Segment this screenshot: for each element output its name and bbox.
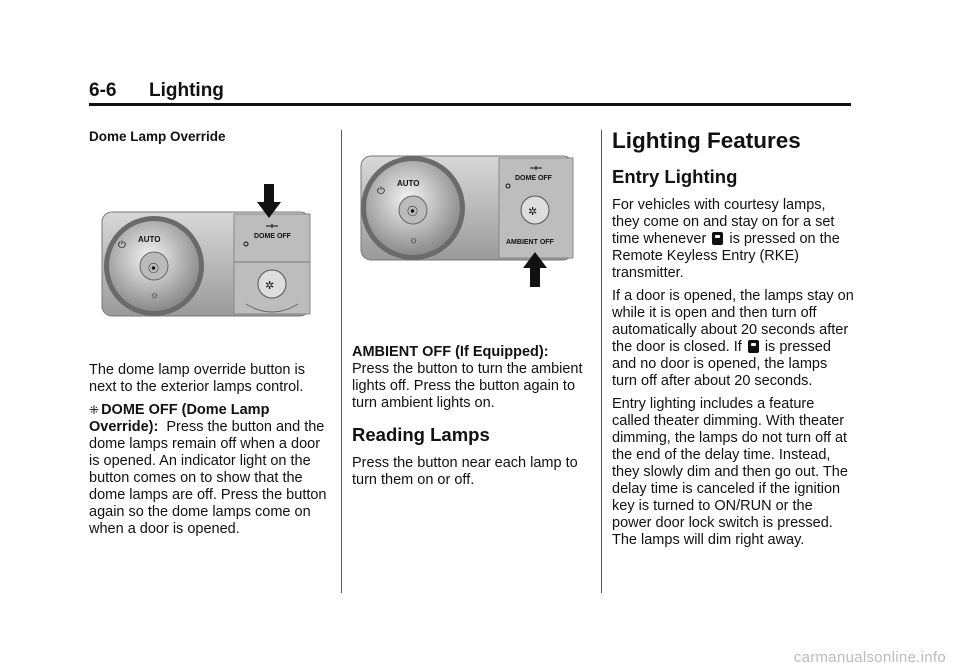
dome-off-label-2: DOME OFF: [515, 175, 552, 182]
dome-off-label: DOME OFF: [254, 233, 291, 240]
section-number: 6-6: [89, 80, 117, 101]
lighting-features-heading: Lighting Features: [612, 128, 801, 153]
dome-override-figure: [96, 180, 316, 330]
dome-override-intro: The dome lamp override button is next to the exterior lamps control.: [89, 362, 305, 395]
ambient-off-figure: [355, 148, 580, 288]
entry-lighting-p3: Entry lighting includes a feature called theater dimming. With theater dimming, the lamps do not turn off at the end of the delay time. Instead, they slowly dim and then go out. The delay time is canceled if the ignition key is turned to ON/RUN or the power door lock switch is pressed. The lamps will dim right away.: [612, 396, 848, 548]
dome-override-heading: Dome Lamp Override: [89, 129, 226, 144]
svg-text:⏻: ⏻: [377, 186, 385, 197]
svg-text:⦿: ⦿: [407, 206, 418, 218]
entry-lighting-p2: If a door is opened, the lamps stay on while it is open and then turn off automatically about 20 seconds after the door is closed. If is pressed and no door is opened, the lamps turn off after about 20 seconds.: [612, 288, 854, 389]
svg-text:✲: ✲: [528, 206, 538, 218]
key-fob-unlock-icon: [748, 340, 759, 353]
page-header: [89, 80, 851, 106]
column-2-body: [352, 344, 597, 495]
reading-lamps-heading: Reading Lamps: [352, 424, 490, 445]
column-3: [612, 128, 854, 555]
column-1: [89, 128, 334, 145]
watermark: carmanualsonline.info: [793, 649, 946, 666]
svg-text:☼: ☼: [409, 235, 419, 246]
reading-lamps-body: Press the button near each lamp to turn them on or off.: [352, 455, 578, 488]
auto-label: AUTO: [138, 235, 161, 244]
ambient-off-label: AMBIENT OFF: [506, 239, 554, 246]
ambient-off-body: Press the button to turn the ambient lights off. Press the button again to turn ambient lights on.: [352, 361, 583, 411]
key-fob-unlock-icon: [712, 232, 723, 245]
svg-text:☼: ☼: [150, 290, 160, 301]
entry-lighting-p1: For vehicles with courtesy lamps, they come on and stay on for a set time whenever is pressed on the Remote Keyless Entry (RKE) transmitter.: [612, 197, 840, 281]
ambient-off-term: AMBIENT OFF (If Equipped):: [352, 344, 549, 360]
svg-text:⏻: ⏻: [118, 240, 126, 251]
dome-lamp-inline-icon: ⁜: [89, 403, 100, 417]
section-title: Lighting: [149, 80, 224, 101]
column-divider-1: [341, 130, 342, 593]
column-1-body: [89, 362, 334, 544]
column-divider-2: [601, 130, 602, 593]
auto-label-2: AUTO: [397, 179, 420, 188]
dome-off-paragraph: [89, 402, 334, 538]
entry-lighting-heading: Entry Lighting: [612, 166, 738, 187]
dome-off-body: Press the button and the dome lamps remain off when a door is opened. An indicator light on the button comes on to show that the dome lamps are off. Press the button again so the dome lamps come on when a door is opened.: [89, 419, 327, 537]
dome-off-term: DOME OFF (Dome Lamp Override):: [89, 402, 270, 435]
svg-text:⦿: ⦿: [148, 263, 159, 275]
svg-text:✲: ✲: [265, 280, 275, 292]
